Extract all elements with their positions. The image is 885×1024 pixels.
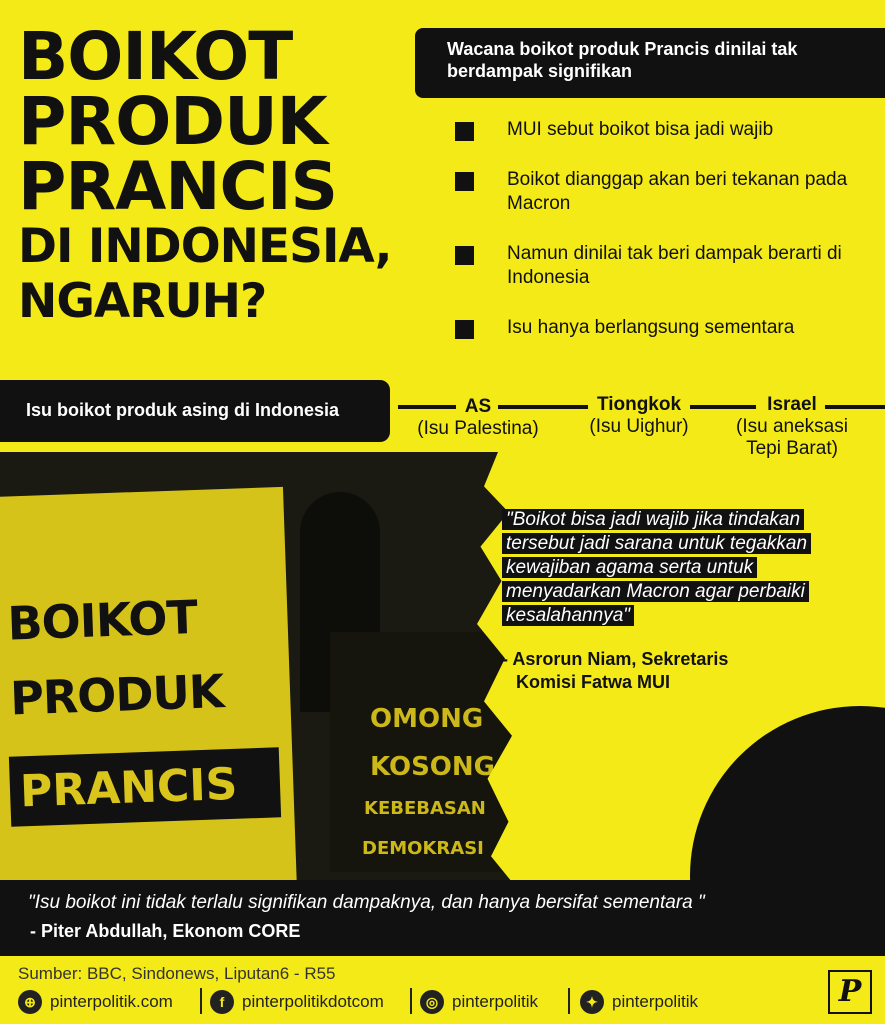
- quote-core-source: - Piter Abdullah, Ekonom CORE: [30, 921, 301, 941]
- title-line: PRODUK: [18, 83, 327, 160]
- square-bullet-icon: [455, 172, 474, 191]
- poster-text: PRANCIS: [19, 758, 239, 818]
- social-label: pinterpolitik: [612, 992, 698, 1011]
- bullet-text: Isu hanya berlangsung sementara: [507, 317, 795, 338]
- bullet-text: MUI sebut boikot bisa jadi wajib: [507, 119, 774, 140]
- social-link-facebook[interactable]: [210, 990, 384, 1014]
- poster-omong-kosong: [330, 632, 515, 872]
- poster-text: OMONG: [370, 704, 484, 734]
- divider: [568, 988, 570, 1014]
- poster-text: KEBEBASAN: [364, 798, 486, 819]
- timeline-label: Isu boikot produk asing di Indonesia: [0, 380, 390, 442]
- timeline-country: Israel: [767, 394, 817, 415]
- bullet-item: [455, 316, 794, 340]
- timeline-issue: (Isu aneksasi Tepi Barat): [736, 416, 848, 459]
- square-bullet-icon: [455, 122, 474, 141]
- title-line: DI INDONESIA,: [18, 219, 392, 274]
- protest-photo: [0, 452, 515, 880]
- globe-icon: ⊕: [18, 990, 42, 1014]
- bullet-item: [455, 242, 875, 290]
- bullet-item: [455, 168, 875, 216]
- timeline-item-as: [404, 396, 552, 440]
- timeline-country: AS: [464, 396, 492, 417]
- timeline-item-tiongkok: [576, 394, 702, 438]
- bullet-text: Namun dinilai tak beri dampak berarti di Indonesia: [507, 243, 842, 288]
- poster-text: KOSONG: [370, 752, 496, 782]
- quote-text: "Boikot bisa jadi wajib jika tindakan tersebut jadi sarana untuk tegakkan kewajiban agama serta untuk menyadarkan Macron agar perbaiki kesalahannya": [502, 509, 811, 626]
- timeline-issue: (Isu Uighur): [589, 416, 689, 437]
- social-link-website[interactable]: [18, 990, 173, 1014]
- social-link-twitter[interactable]: [580, 990, 698, 1014]
- quote-core-text: "Isu boikot ini tidak terlalu signifikan dampaknya, dan hanya bersifat sementara ": [28, 892, 705, 913]
- sources-text: Sumber: BBC, Sindonews, Liputan6 - R55: [18, 964, 336, 983]
- quote-source-line: Komisi Fatwa MUI: [516, 672, 671, 692]
- facebook-icon: f: [210, 990, 234, 1014]
- divider: [410, 988, 412, 1014]
- social-label: pinterpolitik.com: [50, 992, 173, 1011]
- footer: [0, 956, 885, 1024]
- title-line: PRANCIS: [18, 148, 338, 225]
- timeline-country: Tiongkok: [596, 394, 682, 415]
- square-bullet-icon: [455, 246, 474, 265]
- timeline-item-israel: [722, 394, 862, 460]
- main-title: [18, 18, 408, 329]
- title-line: NGARUH?: [18, 274, 267, 329]
- square-bullet-icon: [455, 320, 474, 339]
- twitter-icon: ✦: [580, 990, 604, 1014]
- header-box: Wacana boikot produk Prancis dinilai tak berdampak signifikan: [415, 28, 885, 98]
- bullet-text: Boikot dianggap akan beri tekanan pada Macron: [507, 169, 848, 214]
- pinterpolitik-logo: P: [828, 970, 872, 1014]
- poster-band: [9, 747, 281, 826]
- social-label: pinterpolitikdotcom: [242, 992, 384, 1011]
- poster-text: PRODUK: [9, 664, 225, 726]
- timeline-issue: (Isu Palestina): [417, 418, 539, 439]
- quote-mui: [502, 508, 862, 628]
- social-label: pinterpolitik: [452, 992, 538, 1011]
- quote-source-line: - Asrorun Niam, Sekretaris: [502, 649, 729, 669]
- divider: [200, 988, 202, 1014]
- title-line: BOIKOT: [18, 18, 293, 95]
- bullet-item: [455, 118, 773, 142]
- poster-text: DEMOKRASI: [362, 838, 484, 859]
- bottom-quote-band: [0, 880, 885, 956]
- poster-text: BOIKOT: [6, 589, 198, 651]
- instagram-icon: ◎: [420, 990, 444, 1014]
- quote-source: [502, 648, 728, 694]
- social-link-instagram[interactable]: [420, 990, 538, 1014]
